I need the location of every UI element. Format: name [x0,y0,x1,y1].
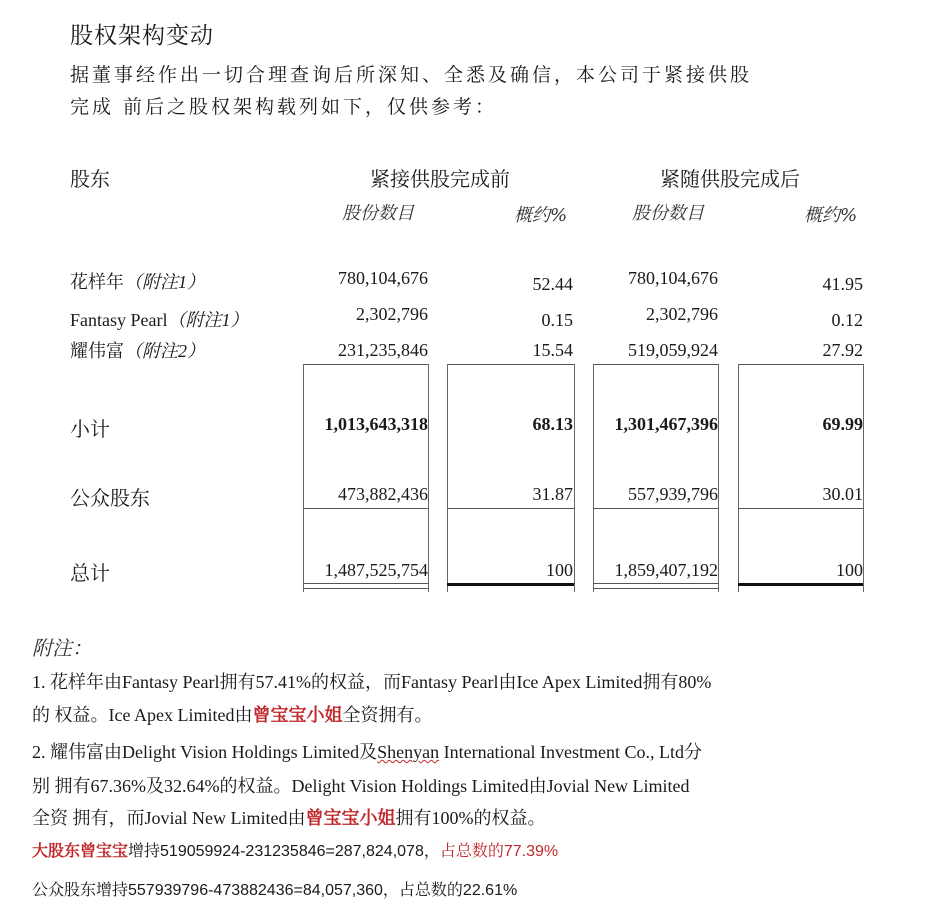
column-border [447,364,448,592]
row-2-after-shares: 2,302,796 [646,304,718,324]
subtotal-before-pct: 68.13 [532,414,573,434]
row-huayangnian-name: 花样年（附注1） [70,272,205,292]
divider [738,508,863,509]
row-3-after-pct: 27.92 [822,340,863,360]
subtotal-after-shares: 1,301,467,396 [614,414,718,434]
summary-major-shareholder: 大股东曾宝宝增持519059924-231235846=287,824,078，占总数的77.39% [32,843,559,860]
row-3-before-pct: 15.54 [532,340,573,360]
public-after-shares: 557,939,796 [628,484,718,504]
row-1-after-shares: 780,104,676 [628,268,718,288]
row-1-before-shares: 780,104,676 [338,268,428,288]
public-after-pct: 30.01 [822,484,863,504]
divider [738,583,863,586]
divider [447,364,574,365]
divider [593,364,718,365]
note-1-line-1: 1. 花样年由Fantasy Pearl拥有57.41%的权益，而Fantasy Pearl由Ice Apex Limited拥有80% [32,672,712,692]
row-1-after-pct: 41.95 [822,274,863,294]
divider [593,583,718,584]
public-label: 公众股东 [70,486,150,510]
total-before-shares: 1,487,525,754 [324,560,428,580]
row-fantasy-pearl-name: Fantasy Pearl（附注1） [70,310,249,330]
public-before-shares: 473,882,436 [338,484,428,504]
row-2-before-pct: 0.15 [541,310,573,330]
note-2-line-3: 全资 拥有，而Jovial New Limited由曾宝宝小姐拥有100%的权益。 [32,808,546,828]
notes-heading: 附注： [32,636,92,660]
column-border [738,364,739,592]
column-border [593,364,594,592]
divider [303,364,428,365]
after-shares-subheader: 股份数目 [632,203,704,224]
note-1-line-2: 的 权益。Ice Apex Limited由曾宝宝小姐全资拥有。 [32,705,433,725]
intro-line-2: 完成 前后之股权架构载列如下，仅供参考： [70,96,498,118]
row-yaoweifu-name: 耀伟富（附注2） [70,341,205,361]
subtotal-label: 小计 [70,417,110,441]
divider [593,508,718,509]
column-border [428,364,429,592]
page-title: 股权架构变动 [70,23,214,49]
divider [303,508,428,509]
before-pct-subheader: 概约% [514,205,568,226]
column-border [574,364,575,592]
col-shareholder-header: 股东 [70,167,110,191]
total-before-pct: 100 [546,560,573,580]
row-1-before-pct: 52.44 [532,274,573,294]
row-2-before-shares: 2,302,796 [356,304,428,324]
divider [738,364,863,365]
summary-public-shareholders: 公众股东增持557939796-473882436=84,057,360，占总数的22.61% [32,882,518,899]
subtotal-after-pct: 69.99 [822,414,863,434]
note-2-line-1: 2. 耀伟富由Delight Vision Holdings Limited及Shenyan International Investment Co., Ltd分 [32,742,703,762]
row-2-after-pct: 0.12 [831,310,863,330]
row-3-after-shares: 519,059,924 [628,340,718,360]
column-border [718,364,719,592]
public-before-pct: 31.87 [532,484,573,504]
note-2-line-2: 别 拥有67.36%及32.64%的权益。Delight Vision Holdings Limited由Jovial New Limited [32,776,690,796]
total-after-shares: 1,859,407,192 [614,560,718,580]
intro-line-1: 据董事经作出一切合理查询后所深知、全悉及确信，本公司于紧接供股 [70,64,753,86]
before-shares-subheader: 股份数目 [342,203,414,224]
total-after-pct: 100 [836,560,863,580]
group-before-header: 紧接供股完成前 [370,167,510,191]
divider [593,588,718,589]
total-label: 总计 [70,561,110,585]
divider [303,588,428,589]
row-3-before-shares: 231,235,846 [338,340,428,360]
subtotal-before-shares: 1,013,643,318 [324,414,428,434]
divider [303,583,428,584]
group-after-header: 紧随供股完成后 [660,167,800,191]
column-border [863,364,864,592]
divider [447,508,574,509]
divider [447,583,574,586]
column-border [303,364,304,592]
after-pct-subheader: 概约% [804,205,858,226]
